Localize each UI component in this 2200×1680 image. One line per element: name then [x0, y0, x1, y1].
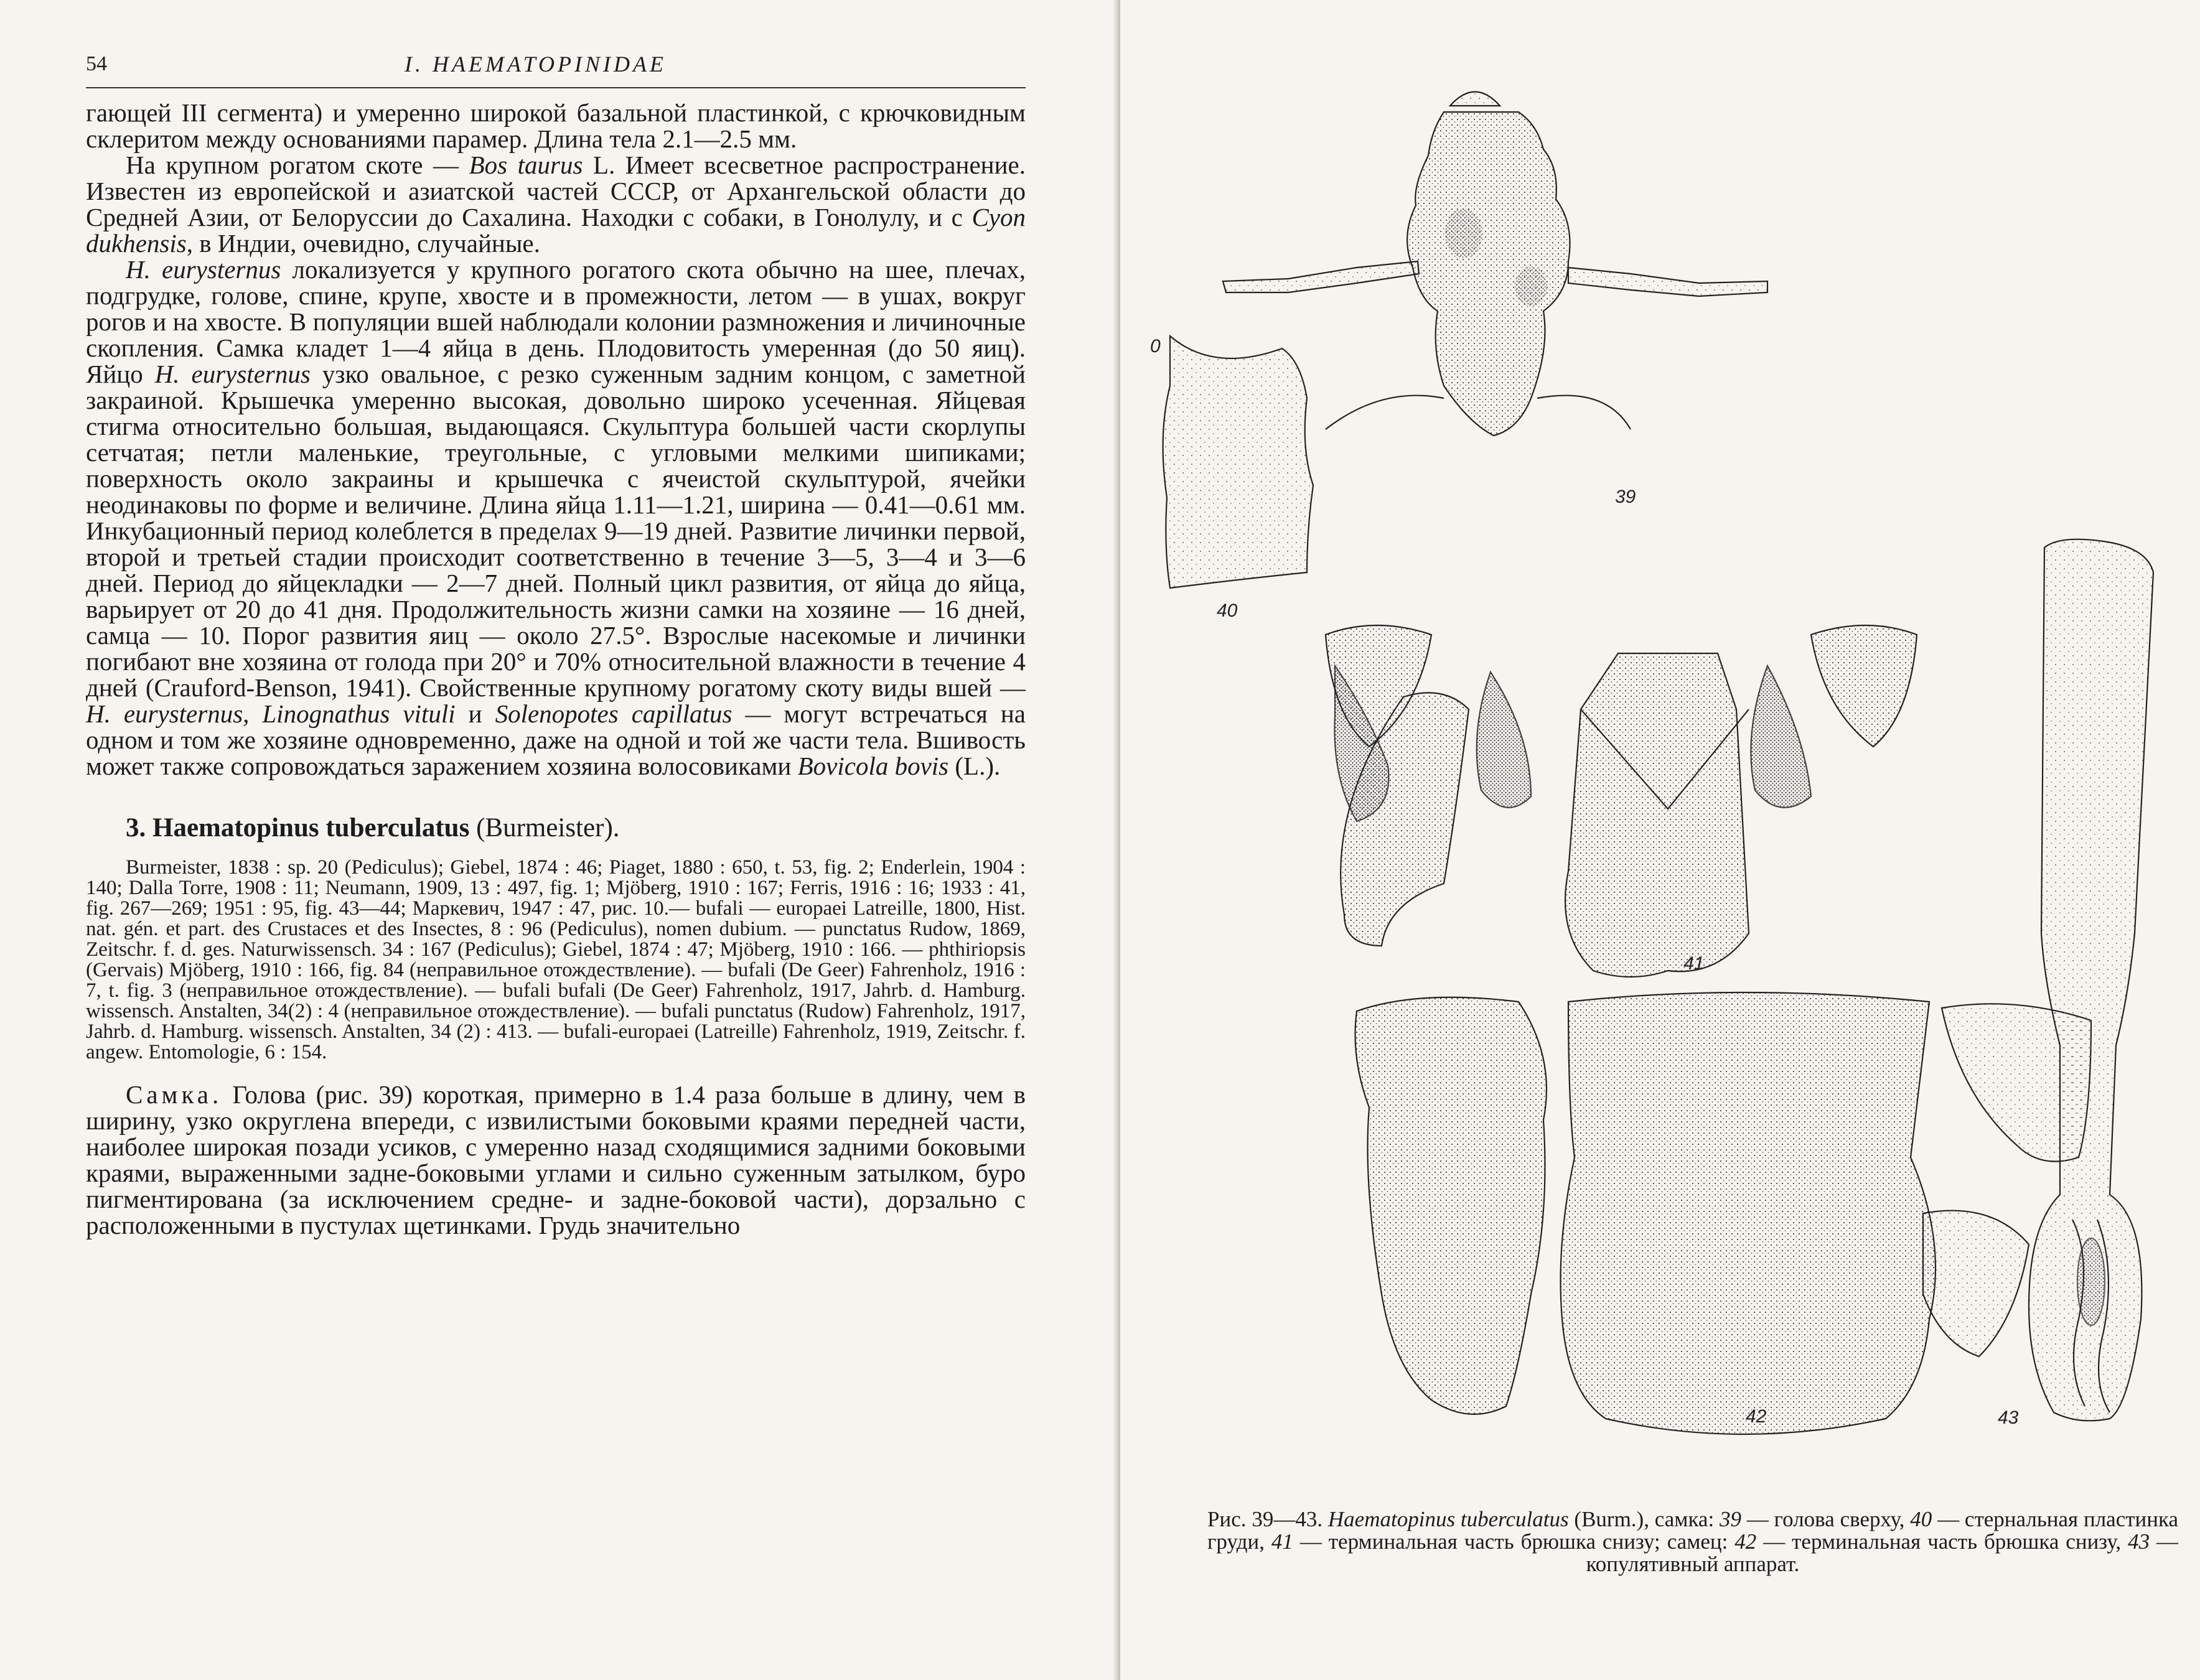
running-title: I. HAEMATOPINIDAE [405, 52, 667, 77]
figure-label-40: 40 [1217, 600, 1238, 621]
figure-drawings [1120, 0, 2200, 1680]
paragraph-1: гающей III сегмента) и умеренно широкой базальной пластинкой, с крючковидным склеритом между основаниями парамер. Длина тела 2.1—2.5 мм. [86, 98, 1026, 153]
figure-41-female-abdomen [1326, 625, 1917, 977]
figure-39-head [1223, 92, 1767, 436]
body-text [86, 100, 1026, 1238]
page-number: 54 [86, 52, 107, 75]
figure-plate [1120, 0, 2200, 1680]
figure-43-copulatory-apparatus [2029, 539, 2153, 1421]
synonymy: Burmeister, 1838 : sp. 20 (Pediculus); Giebel, 1874 : 46; Piaget, 1880 : 650, t. 53, fig. 2; Enderlein, 1904 : 140; Dalla Torre, 1908 : 11; Neumann, 1909, 13 : 497, fig. 1; Mjöberg, 1910 : 167; Ferris, 1916 : 16; 1933 : 41, fig. 267—269; 1951 : 95, fig. 43—44; Маркевич, 1947 : 47, рис. 10.— bufali — europaei Latreille, 1800, Hist. nat. gén. et part. des Crustaces et des Insectes, 8 : 96 (Pediculus), nomen dubium. — punctatus Rudow, 1869, Zeitschr. f. d. ges. Naturwissensch. 34 : 167 (Pediculus); Giebel, 1874 : 47; Mjöberg, 1910 : 166. — phthiriopsis (Gervais) Mjöberg, 1910 : 166, fig. 84 (неправильное отождествление). — bufali (De Geer) Fahrenholz, 1916 : 7, t. fig. 3 (неправильное отождествление). — bufali bufali (De Geer) Fahrenholz, 1917, Jahrb. d. Hamburg. wissensch. Anstalten, 34(2) : 4 (неправильное отождествление). — bufali punctatus (Rudow) Fahrenholz, 1917, Jahrb. d. Hamburg. wissensch. Anstalten, 34 (2) : 413. — bufali-europaei (Latreille) Fahrenholz, 1919, Zeitschr. f. angew. Entomologie, 6 : 154. [86, 856, 1026, 1063]
paragraph-2: На крупном рогатом скоте — Bos taurus L. Имеет всесветное распространение. Известен из европейской и азиатской частей СССР, от Архангельской области до Средней Азии, от Белоруссии до Сахалина. Находки с собаки, в Гонолулу, и с Cyon dukhensis, в Индии, очевидно, случайные. [86, 151, 1026, 258]
figure-40-sternal-plate [1163, 336, 1313, 588]
running-head [86, 44, 1026, 88]
figure-label-43: 43 [1998, 1407, 2019, 1428]
paragraph-3: H. eurysternus локализуется у крупного рогатого скота обычно на шее, плечах, подгрудке, голове, спине, крупе, хвосте и в промежности, летом — в ушах, вокруг рогов и на хвосте. В популяции вшей наблюдали колонии размножения и личиночные скопления. Самка кладет 1—4 яйца в день. Плодовитость умеренная (до 50 яиц). Яйцо H. eurysternus узко овальное, с резко суженным задним концом, с заметной закраиной. Крышечка умеренно высокая, довольно широко усеченная. Яйцевая стигма относительно большая, выдающаяся. Скульптура большей части скорлупы сетчатая; петли маленькие, треугольные, с угловыми мелкими шипиками; поверхность около закраины и крышечка с ячеистой скульптурой, ячейки неодинаковы по форме и величине. Длина яйца 1.11—1.21, ширина — 0.41—0.61 мм. Инкубационный период колеблется в пределах 9—19 дней. Развитие личинки первой, второй и третьей стадии происходит соответственно в течение 3—5, 3—4 и 3—6 дней. Период до яйцекладки — 2—7 дней. Полный цикл развития, от яйца до яйца, варьирует от 20 до 41 дня. Продолжительность жизни самки на хозяине — 16 дней, самца — 10. Порог развития яиц — около 27.5°. Взрослые насекомые и личинки погибают вне хозяина от голода при 20° и 70% относительной влажности в течение 4 дней (Crauford-Benson, 1941). Свойственные крупному рогатому скоту виды вшей — H. eurysternus, Linognathus vituli и Solenopotes capillatus — могут встречаться на одном и том же хозяине одновременно, даже на одной и той же части тела. Вшивость может также сопровождаться заражением хозяина волосовиками Bovicola bovis (L.). [86, 255, 1026, 780]
figure-42-male-abdomen [1355, 992, 2092, 1434]
figure-label-42: 42 [1746, 1406, 1767, 1427]
figure-label-41: 41 [1683, 953, 1705, 974]
description: Самка. Голова (рис. 39) короткая, примерно в 1.4 раза больше в длину, чем в ширину, узко округлена впереди, с извилистыми боковыми краями передней части, наиболее широкая позади усиков, с умеренно назад сходящимися задними боковыми краями, выраженными задне-боковыми углами и сильно суженным затылком, буро пигментирована (за исключением средне- и задне-боковой части), дорзально с расположенными в пустулах щетинками. Грудь значительно [86, 1080, 1026, 1239]
right-page [1120, 0, 2200, 1680]
figure-label-corner: 0 [1150, 336, 1161, 357]
figure-label-39: 39 [1615, 487, 1636, 507]
species-heading: 3. Haematopinus tuberculatus (Burmeister). [126, 813, 620, 842]
figure-caption: Рис. 39—43. Haematopinus tuberculatus (Burm.), самка: 39 — голова сверху, 40 — стернальная пластинка груди, 41 — терминальная часть брюшка снизу; самец: 42 — терминальная часть брюшка снизу, 43 — копулятивный аппарат. [1207, 1507, 2179, 1576]
